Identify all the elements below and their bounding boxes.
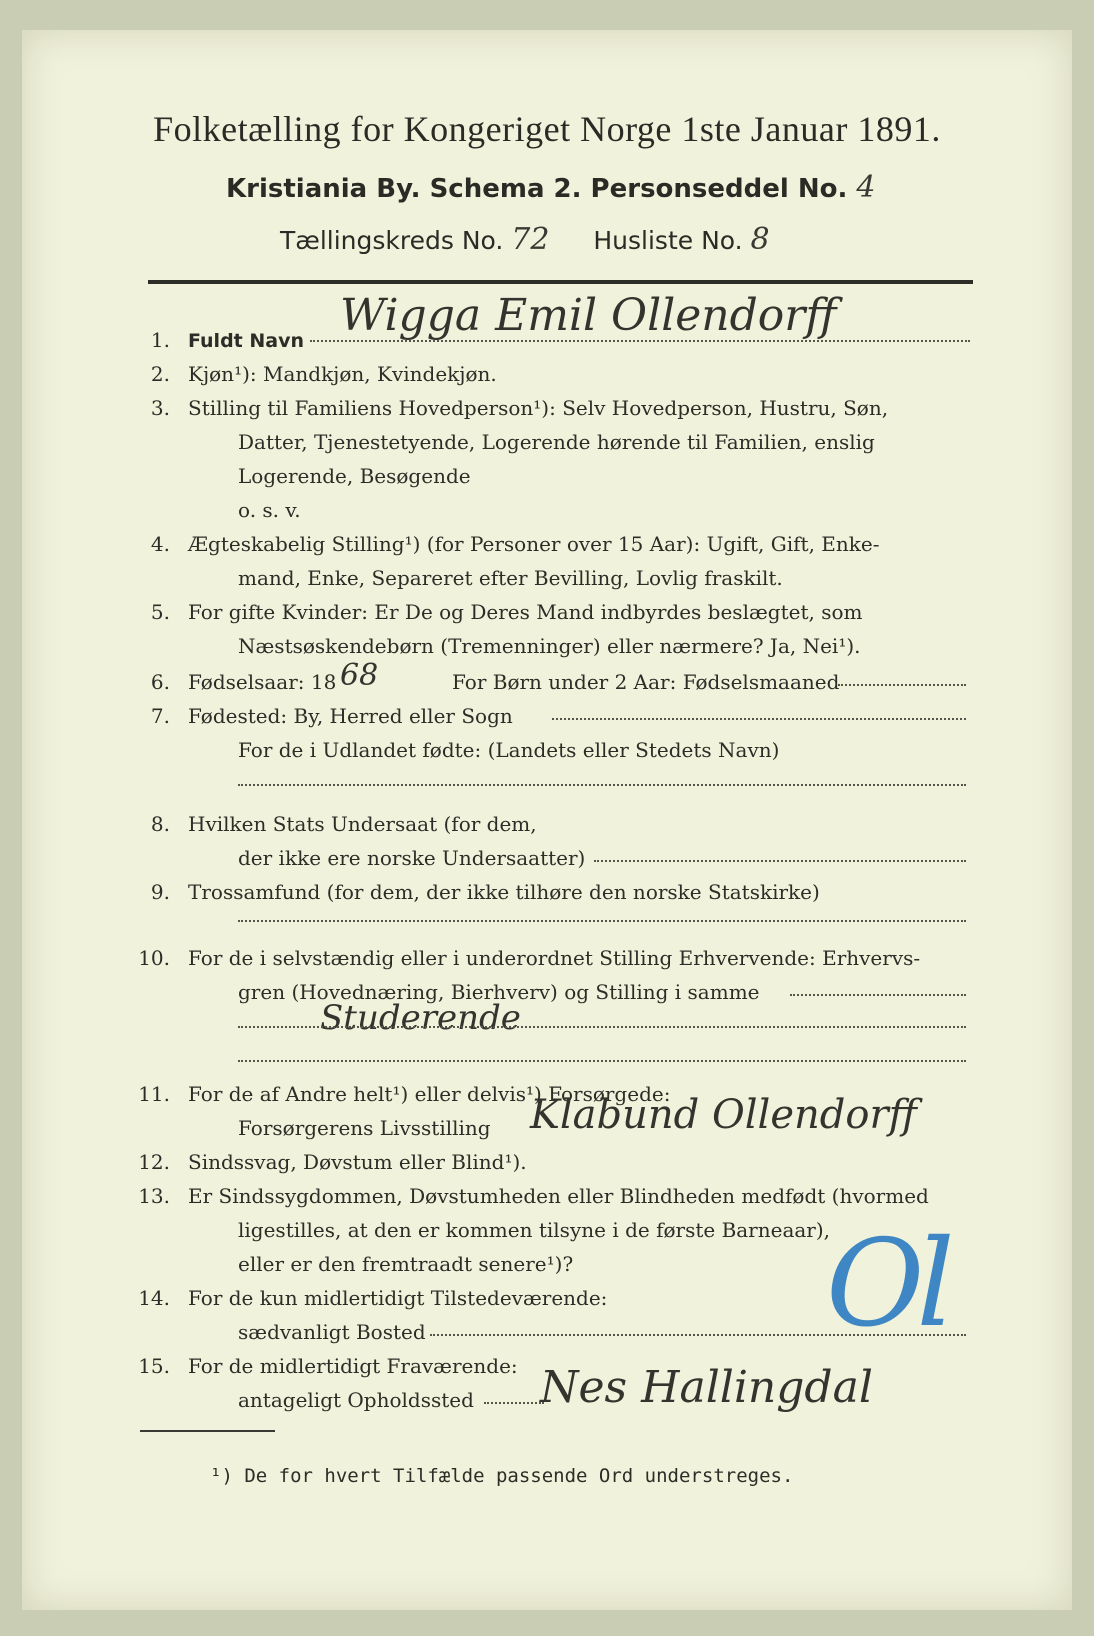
item-15-label: For de midlertidigt Fraværende: (188, 1354, 518, 1378)
header-rule (148, 280, 973, 284)
item-12-label: Sindssvag, Døvstum eller Blind¹). (188, 1150, 527, 1174)
item-11-line-2: Forsørgerens Livsstilling (238, 1116, 491, 1140)
item-number: 13. (138, 1184, 170, 1208)
item-15-dotted-line (484, 1400, 544, 1404)
item-7-dotted-line (552, 716, 966, 720)
item-6-rest: For Børn under 2 Aar: Fødselsmaaned (452, 670, 840, 694)
item-11-provider-value: Klabund Ollendorff (530, 1092, 917, 1138)
item-5-line-2: Næstsøskendebørn (Tremenninger) eller nærmere? Ja, Nei¹). (238, 634, 861, 658)
form-title: Folketælling for Kongeriget Norge 1ste Januar 1891. (153, 109, 941, 149)
item-6-dotted-line (838, 682, 966, 686)
item-13-label: Er Sindssygdommen, Døvstumheden eller Blindheden medfødt (hvormed (188, 1184, 929, 1208)
item-number: 1. (150, 328, 170, 352)
item-10-dotted-line-2 (238, 1024, 966, 1028)
item-14-line-2: sædvanligt Bosted (238, 1320, 426, 1344)
item-9-dotted-line (238, 918, 966, 922)
taellingskreds-number: 72 (511, 222, 550, 257)
item-7-dotted-line-2 (238, 782, 966, 786)
item-number: 14. (138, 1286, 170, 1310)
item-11-label: For de af Andre helt¹) eller delvis¹) Forsørgede: (188, 1082, 671, 1106)
item-7-line-2: For de i Udlandet fødte: (Landets eller Stedets Navn) (238, 738, 780, 762)
item-4-label: Ægteskabelig Stilling¹) (for Personer over 15 Aar): Ugift, Gift, Enke- (188, 532, 880, 556)
item-13-line-2: ligestilles, at den er kommen tilsyne i de første Barneaar), (238, 1218, 831, 1242)
item-8-dotted-line (594, 858, 966, 862)
item-number: 8. (150, 812, 170, 836)
item-15-line-2: antageligt Opholdssted (238, 1388, 474, 1412)
item-3-line-4: o. s. v. (238, 498, 301, 522)
item-10-occupation-value: Studerende (320, 998, 521, 1038)
item-number: 6. (150, 670, 170, 694)
item-10-dotted-line (790, 992, 966, 996)
item-3-line-2: Datter, Tjenestetyende, Logerende hørende til Familien, enslig (238, 430, 875, 454)
item-4-line-2: mand, Enke, Separeret efter Bevilling, Lovlig fraskilt. (238, 566, 783, 590)
item-number: 4. (150, 532, 170, 556)
item-10-dotted-line-3 (238, 1058, 966, 1062)
item-9-label: Trossamfund (for dem, der ikke tilhøre den norske Statskirke) (188, 880, 820, 904)
schema-line (226, 170, 876, 205)
footnote-rule (140, 1430, 275, 1432)
item-number: 3. (150, 396, 170, 420)
item-7-label: Fødested: By, Herred eller Sogn (188, 704, 513, 728)
schema-line-prefix: Kristiania By. Schema 2. Personseddel No. (226, 174, 848, 204)
item-number: 10. (138, 946, 170, 970)
husliste-label: Husliste No. (593, 226, 743, 255)
item-number: 11. (138, 1082, 170, 1106)
item-13-line-3: eller er den fremtraadt senere¹)? (238, 1252, 574, 1276)
item-number: 2. (150, 362, 170, 386)
item-8-label: Hvilken Stats Undersaat (for dem, (188, 812, 537, 836)
item-3-label: Stilling til Familiens Hovedperson¹): Selv Hovedperson, Hustru, Søn, (188, 396, 889, 420)
item-number: 7. (150, 704, 170, 728)
item-8-line-2: der ikke ere norske Undersaatter) (238, 846, 586, 870)
item-1-name-value: Wigga Emil Ollendorff (340, 290, 837, 341)
item-3-line-3: Logerende, Besøgende (238, 464, 471, 488)
item-10-line-2: gren (Hovednæring, Bierhverv) og Stilling i samme (238, 980, 760, 1004)
item-number: 5. (150, 600, 170, 624)
item-5-label: For gifte Kvinder: Er De og Deres Mand indbyrdes beslægtet, som (188, 600, 863, 624)
blue-pencil-mark: Ol (826, 1215, 947, 1354)
item-10-label: For de i selvstændig eller i underordnet Stilling Erhvervende: Erhvervs- (188, 946, 921, 970)
husliste-number: 8 (750, 222, 770, 257)
item-6-label: Fødselsaar: 18 (188, 670, 337, 694)
item-15-location-value: Nes Hallingdal (540, 1362, 873, 1413)
item-1-label: Fuldt Navn (188, 330, 305, 352)
district-line (280, 222, 770, 257)
item-2-label: Kjøn¹): Mandkjøn, Kvindekjøn. (188, 362, 497, 386)
item-number: 9. (150, 880, 170, 904)
item-6-birthyear-value: 68 (340, 658, 379, 693)
item-number: 15. (138, 1354, 170, 1378)
footnote: ¹) De for hvert Tilfælde passende Ord understreges. (210, 1465, 794, 1487)
item-number: 12. (138, 1150, 170, 1174)
item-14-label: For de kun midlertidigt Tilstedeværende: (188, 1286, 608, 1310)
taellingskreds-label: Tællingskreds No. (280, 226, 504, 255)
personseddel-number: 4 (856, 170, 876, 205)
